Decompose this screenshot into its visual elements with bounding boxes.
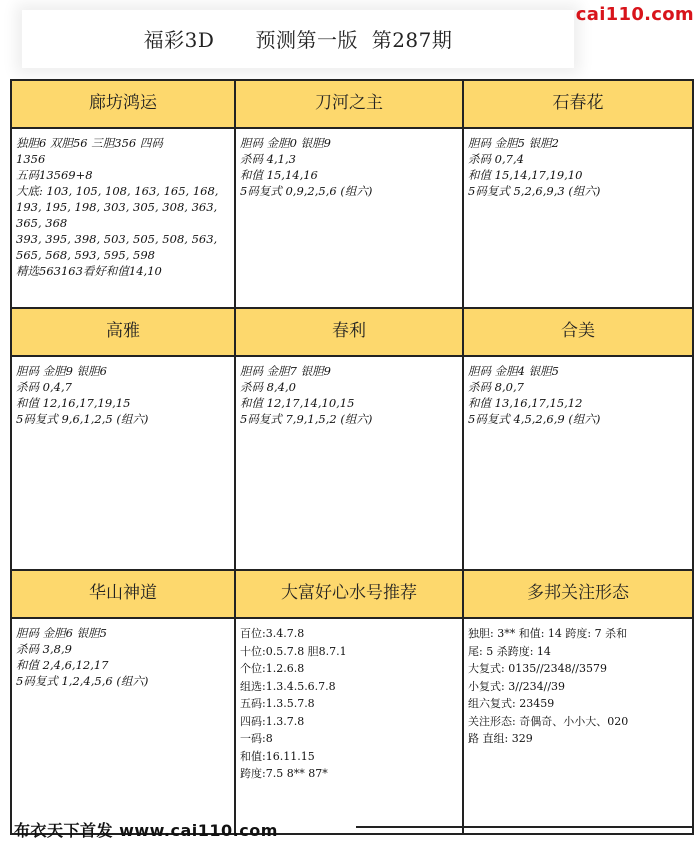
prediction-line: 193, 195, 198, 303, 305, 308, 363, xyxy=(16,200,218,214)
prediction-line: 杀码 0,4,7 xyxy=(16,380,72,394)
expert-name: 高雅 xyxy=(11,308,235,356)
expert-name: 刀河之主 xyxy=(235,80,463,128)
footer-watermark: 布衣天下首发 www.cai110.com xyxy=(14,821,278,840)
prediction-cell xyxy=(235,618,463,834)
prediction-line: 独胆6 双胆56 三胆356 四码 xyxy=(16,136,163,150)
prediction-line: 5码复式 9,6,1,2,5 (组六) xyxy=(16,412,149,426)
prediction-line: 和值 12,16,17,19,15 xyxy=(16,396,131,410)
prediction-line: 胆码 金胆0 银胆9 xyxy=(240,136,331,150)
prediction-cell xyxy=(11,356,235,570)
prediction-cell xyxy=(463,128,693,308)
prediction-line: 和值 15,14,16 xyxy=(240,168,318,182)
prediction-line: 和值 13,16,17,15,12 xyxy=(468,396,583,410)
prediction-lines xyxy=(12,129,234,279)
prediction-line: 跨度:7.5 8** 87* xyxy=(240,767,328,780)
prediction-line: 五码:1.3.5.7.8 xyxy=(240,697,315,710)
prediction-line: 胆码 金胆7 银胆9 xyxy=(240,364,331,378)
prediction-line: 杀码 0,7,4 xyxy=(468,152,524,166)
prediction-line: 1356 xyxy=(16,152,46,166)
prediction-line: 365, 368 xyxy=(16,216,68,230)
site-logo[interactable]: cai110.com xyxy=(575,4,694,25)
prediction-line: 和值 15,14,17,19,10 xyxy=(468,168,583,182)
expert-name: 华山神道 xyxy=(11,570,235,618)
expert-name: 春利 xyxy=(235,308,463,356)
prediction-lines xyxy=(464,619,692,748)
prediction-lines xyxy=(236,619,462,783)
prediction-line: 关注形态: 奇偶奇、小小大、020 xyxy=(468,714,629,728)
page-title: 福彩3D 预测第一版 第287期 xyxy=(143,28,453,52)
prediction-line: 一码:8 xyxy=(240,732,273,745)
prediction-lines xyxy=(236,357,462,427)
prediction-lines xyxy=(464,357,692,427)
prediction-line: 5码复式 7,9,1,5,2 (组六) xyxy=(240,412,373,426)
prediction-line: 四码:1.3.7.8 xyxy=(240,714,305,728)
prediction-line: 胆码 金胆5 银胆2 xyxy=(468,136,559,150)
prediction-cell xyxy=(235,356,463,570)
prediction-line: 百位:3.4.7.8 xyxy=(240,627,305,640)
expert-name: 廊坊鸿运 xyxy=(11,80,235,128)
prediction-line: 小复式: 3//234//39 xyxy=(468,679,566,693)
prediction-line: 胆码 金胆4 银胆5 xyxy=(468,364,559,378)
prediction-line: 杀码 8,0,7 xyxy=(468,380,524,394)
prediction-lines xyxy=(12,619,234,689)
prediction-cell xyxy=(235,128,463,308)
prediction-line: 个位:1.2.6.8 xyxy=(240,662,305,675)
prediction-line: 5码复式 4,5,2,6,9 (组六) xyxy=(468,412,601,426)
prediction-cell xyxy=(11,128,235,308)
expert-name: 合美 xyxy=(463,308,693,356)
prediction-line: 杀码 8,4,0 xyxy=(240,380,296,394)
prediction-line: 组选:1.3.4.5.6.7.8 xyxy=(240,679,336,693)
prediction-line: 杀码 4,1,3 xyxy=(240,152,296,166)
prediction-line: 组六复式: 23459 xyxy=(468,697,555,710)
expert-name: 多邦关注形态 xyxy=(463,570,693,618)
prediction-line: 尾: 5 杀跨度: 14 xyxy=(468,644,551,658)
expert-name: 大富好心水号推荐 xyxy=(235,570,463,618)
prediction-line: 胆码 金胆6 银胆5 xyxy=(16,626,107,640)
prediction-line: 和值:16.11.15 xyxy=(240,749,315,763)
prediction-line: 和值 2,4,6,12,17 xyxy=(16,658,109,672)
prediction-line: 独胆: 3** 和值: 14 跨度: 7 杀和 xyxy=(468,627,628,640)
prediction-grid xyxy=(10,79,694,835)
footer-divider xyxy=(356,826,692,828)
prediction-lines xyxy=(12,357,234,427)
title-banner xyxy=(22,10,574,68)
prediction-line: 胆码 金胆9 银胆6 xyxy=(16,364,107,378)
prediction-line: 565, 568, 593, 595, 598 xyxy=(16,248,155,262)
prediction-line: 393, 395, 398, 503, 505, 508, 563, xyxy=(16,232,218,246)
prediction-line: 5码复式 5,2,6,9,3 (组六) xyxy=(468,184,601,198)
prediction-line: 路 直组: 329 xyxy=(468,732,533,745)
prediction-lines xyxy=(464,129,692,199)
prediction-line: 5码复式 0,9,2,5,6 (组六) xyxy=(240,184,373,198)
prediction-cell xyxy=(11,618,235,834)
prediction-line: 杀码 3,8,9 xyxy=(16,642,72,656)
prediction-line: 和值 12,17,14,10,15 xyxy=(240,396,355,410)
prediction-line: 精选563163看好和值14,10 xyxy=(16,264,162,278)
prediction-line: 大复式: 0135//2348//3579 xyxy=(468,662,608,675)
prediction-lines xyxy=(236,129,462,199)
prediction-line: 大底: 103, 105, 108, 163, 165, 168, xyxy=(16,184,219,198)
prediction-cell xyxy=(463,356,693,570)
prediction-cell xyxy=(463,618,693,834)
prediction-line: 十位:0.5.7.8 胆8.7.1 xyxy=(240,644,347,658)
expert-name: 石春花 xyxy=(463,80,693,128)
prediction-line: 5码复式 1,2,4,5,6 (组六) xyxy=(16,674,149,688)
prediction-line: 五码13569+8 xyxy=(16,168,93,182)
